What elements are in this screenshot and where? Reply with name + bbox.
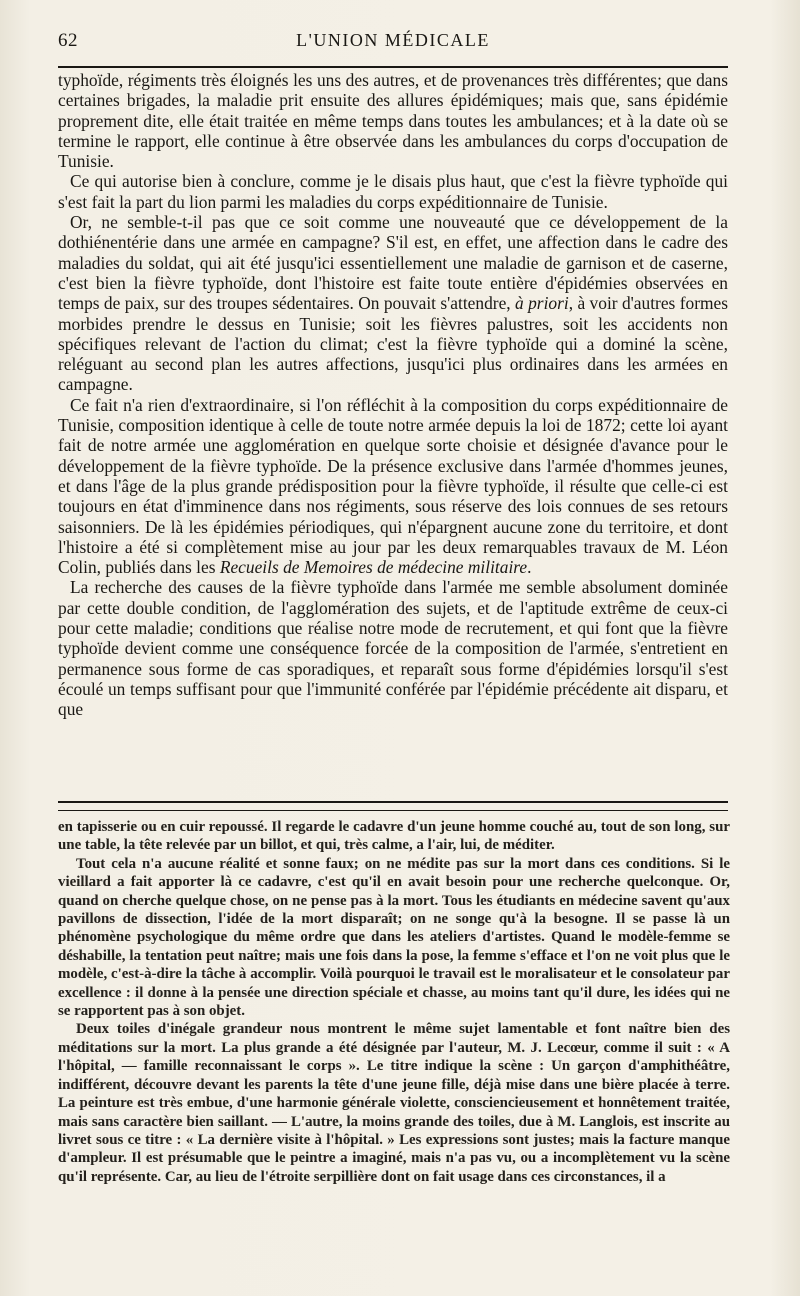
feuilleton-separator-rule [58, 801, 728, 811]
page-header [58, 30, 728, 58]
main-article-body [58, 70, 728, 720]
feuilleton-paragraph-3: Deux toiles d'inégale grandeur nous montrent le même sujet lamentable et font naître bien des méditations sur la mort. La plus grande a été désignée par l'auteur, M. J. Lecœur, comme il suit : « A l'hôpital, — famille reconnaissant le corps ». Le titre indique la scène : Un garçon d'amphithéâtre, indifférent, découvre devant les parents la tête d'une jeune fille, déjà mise dans une bière placée à terre. La peinture est très embue, d'une harmonie générale violette, consciencieusement et honnêtement traitée, mais sans caractère bien saillant. — L'autre, la moins grande des toiles, due à M. Langlois, est inscrite au livret sous ce titre : « La dernière visite à l'hôpital. » Les expressions sont justes; mais la facture manque d'ampleur. Il est présumable que le peintre a imaginé, mais n'a pas vu, ou a incomplètement vu la scène qu'il représente. Car, au lieu de l'étroite serpillière dont on fait usage dans ces circonstances, il a [58, 1021, 730, 1185]
feuilleton-section [58, 818, 730, 1186]
main-paragraph-1: typhoïde, régiments très éloignés les uns des autres, et de provenances très différentes; que dans certaines brigades, la maladie prit ensuite des allures épidémiques; mais que, sans épidémie proprement dite, elle était traitée en même temps dans toutes les ambulances; et à la date où se termine le rapport, elle continue à être observée dans les ambulances du corps d'occupation de Tunisie. [58, 70, 728, 172]
paragraph-4-text-before: Ce fait n'a rien d'extraordinaire, si l'on réfléchit à la composition du corps expéditionnaire de Tunisie, composition identique à celle de toute notre armée depuis la loi de 1872; cette loi ayant fait de notre armée une agglomération en quelque sorte choisie et désignée d'avance pour le développement de la fièvre typhoïde. De la présence exclusive dans l'armée d'hommes jeunes, et dans l'âge de la plus grande prédisposition pour la fièvre typhoïde, il résulte que celle-ci est toujours en état d'imminence dans nos régiments, sous réserve des lois connues de ses retours saisonniers. De là les épidémies périodiques, qui n'épargnent aucune zone du territoire, et dont l'histoire a été si complètement mise au jour par les deux remarquables travaux de M. Léon Colin, publiés dans les [58, 394, 728, 578]
header-rule [58, 66, 728, 68]
italic-phrase-a-priori: à priori [515, 293, 569, 314]
feuilleton-paragraph-2: Tout cela n'a aucune réalité et sonne faux; on ne médite pas sur la mort dans ces conditions. Si le vieillard a fait apporter là ce cadavre, c'est qu'il en avait besoin pour une recherche quelconque. Or, quand on cherche quelque chose, on ne pense pas à la mort. Tous les étudiants en médecine savent qu'aux pavillons de dissection, l'idée de la mort disparaît; on ne songe qu'à la besogne. Il se passe là un phénomène psychologique du même ordre que dans les ateliers d'artistes. Quand le modèle-femme se déshabille, la tentation peut naître; mais une fois dans la pose, la femme s'efface et l'on ne voit plus que le modèle, c'est-à-dire la tâche à accomplir. Voilà pourquoi le travail est le moralisateur et le consolateur par excellence : il donne à la pensée une direction spéciale et chasse, au moins tant qu'il dure, les idées qui ne se rapportent pas à son objet. [58, 855, 730, 1020]
main-paragraph-4 [58, 395, 728, 578]
main-paragraph-5: La recherche des causes de la fièvre typhoïde dans l'armée me semble absolument dominée par cette double condition, de l'agglomération des sujets, et de l'aptitude extrême de ceux-ci pour cette maladie; conditions que réalise notre mode de recrutement, et qui font que la fièvre typhoïde devient comme une conséquence forcée de la composition de l'armée, s'entretient en permanence sous forme de cas sporadiques, et reparaît sous forme d'épidémies lorsqu'il s'est écoulé un temps suffisant pour que l'immunité conférée par l'épidémie précédente ait disparu, et que [58, 577, 728, 720]
main-paragraph-2: Ce qui autorise bien à conclure, comme je le disais plus haut, que c'est la fièvre typhoïde qui s'est fait la part du lion parmi les maladies du corps expéditionnaire de Tunisie. [58, 171, 728, 212]
page-number: 62 [58, 30, 78, 51]
main-paragraph-3 [58, 212, 728, 395]
feuilleton-paragraph-1: en tapisserie ou en cuir repoussé. Il regarde le cadavre d'un jeune homme couché au, tout de son long, sur une table, la tête relevée par un billot, et qui, très calme, a l'air, lui, de méditer. [58, 819, 730, 854]
italic-publication-title: Recueils de Memoires de médecine militaire [219, 557, 528, 578]
paragraph-4-text-after: . [527, 557, 532, 578]
paragraph-3-text-before: Or, ne semble-t-il pas que ce soit comme une nouveauté que ce développement de la dothiénentérie dans une armée en campagne? S'il est, en effet, une affection dans le cadre des maladies du soldat, qui ait été jusqu'ici essentiellement une maladie de garnison et de caserne, c'est bien la fièvre typhoïde, dont l'histoire est faite toute entière d'épidémies observées en temps de paix, sur des troupes sédentaires. On pouvait s'attendre, [58, 212, 728, 314]
paragraph-3-text-after: , à voir d'autres formes morbides prendre le dessus en Tunisie; soit les fièvres palustres, soit les accidents non spécifiques relevant de l'action du climat; c'est la fièvre typhoïde qui a dominé la scène, reléguant au second plan les autres affections, jusqu'ici plus ordinaires dans les armées en campagne. [58, 293, 728, 395]
running-title: L'UNION MÉDICALE [296, 30, 490, 50]
